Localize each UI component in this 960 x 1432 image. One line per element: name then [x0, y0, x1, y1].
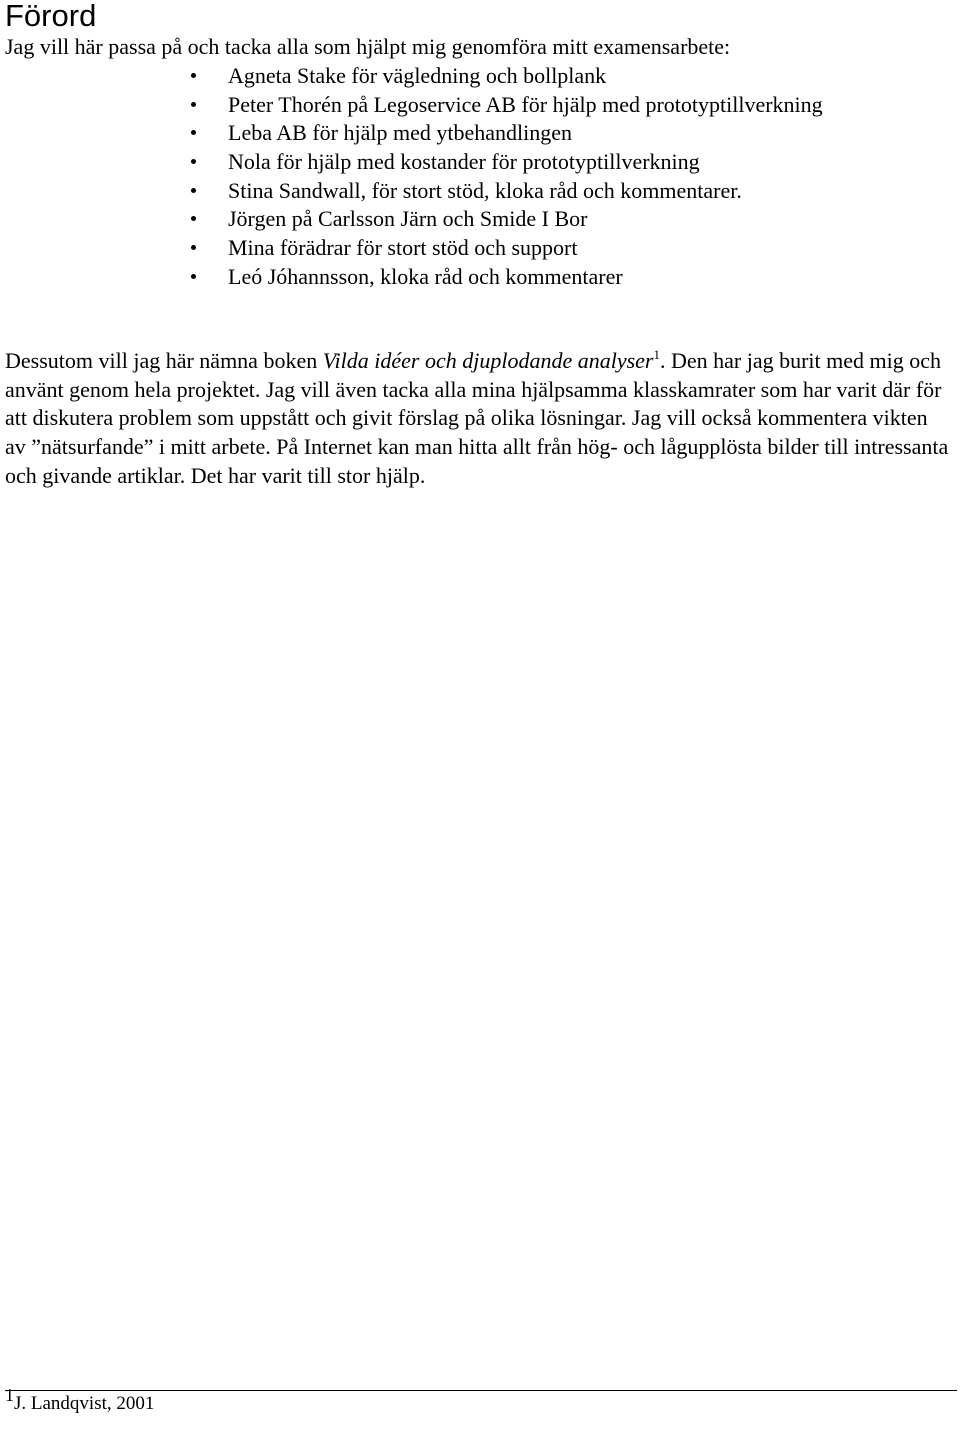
bullet-icon: [191, 245, 196, 250]
bullet-icon: [191, 188, 196, 193]
list-item: [0, 263, 823, 292]
list-item: [0, 119, 823, 148]
list-item: [0, 91, 823, 120]
paragraph-lead-text: Dessutom vill jag här nämna boken: [5, 348, 323, 373]
list-item: [0, 62, 823, 91]
list-item-text: Leó Jóhannsson, kloka råd och kommentarer: [228, 263, 623, 289]
footnote-text: J. Landqvist, 2001: [14, 1393, 155, 1414]
page-title: Förord: [5, 0, 97, 33]
footnote-number: 1: [5, 1385, 14, 1405]
footnote-divider: [5, 1390, 957, 1391]
list-item-text: Peter Thorén på Legoservice AB för hjälp med prototyptillverkning: [228, 91, 823, 117]
list-item: [0, 234, 823, 263]
footnote-reference: 1: [653, 347, 660, 362]
footnote: [5, 1385, 155, 1415]
book-title: Vilda idéer och djuplodande analyser: [322, 348, 654, 373]
list-item-text: Leba AB för hjälp med ytbehandlingen: [228, 120, 572, 146]
list-item-text: Jörgen på Carlsson Järn och Smide I Bor: [228, 206, 588, 232]
list-item-text: Agneta Stake för vägledning och bollplank: [228, 63, 607, 88]
list-item-text: Nola för hjälp med kostander för prototyptillverkning: [228, 149, 700, 175]
bullet-icon: [191, 73, 196, 78]
bullet-icon: [191, 216, 196, 221]
bullet-icon: [191, 274, 196, 279]
bullet-icon: [191, 102, 196, 107]
list-item: [0, 148, 823, 177]
intro-text: Jag vill här passa på och tacka alla som hjälpt mig genomföra mitt examensarbete:: [5, 34, 731, 59]
list-item: [0, 177, 823, 206]
list-item: [0, 205, 823, 234]
bullet-icon: [191, 130, 196, 135]
paragraph-body-text: . Den har jag burit med mig och använt genom hela projektet. Jag vill även tacka alla mina hjälpsamma klasskamrater som har varit där för att diskutera problem som uppstått och givit förslag på olika lösningar. Jag vill också kommentera vikten av ”nätsurfande” i mitt arbete. På Internet kan man hitta allt från hög- och lågupplösta bilder till intressanta och givande artiklar. Det har varit till stor hjälp.: [5, 348, 949, 488]
acknowledgement-list: [0, 62, 823, 292]
bullet-icon: [191, 159, 196, 164]
body-paragraph: [5, 347, 950, 491]
list-item-text: Mina förädrar för stort stöd och support: [228, 235, 578, 261]
list-item-text: Stina Sandwall, för stort stöd, kloka råd och kommentarer.: [228, 177, 742, 203]
